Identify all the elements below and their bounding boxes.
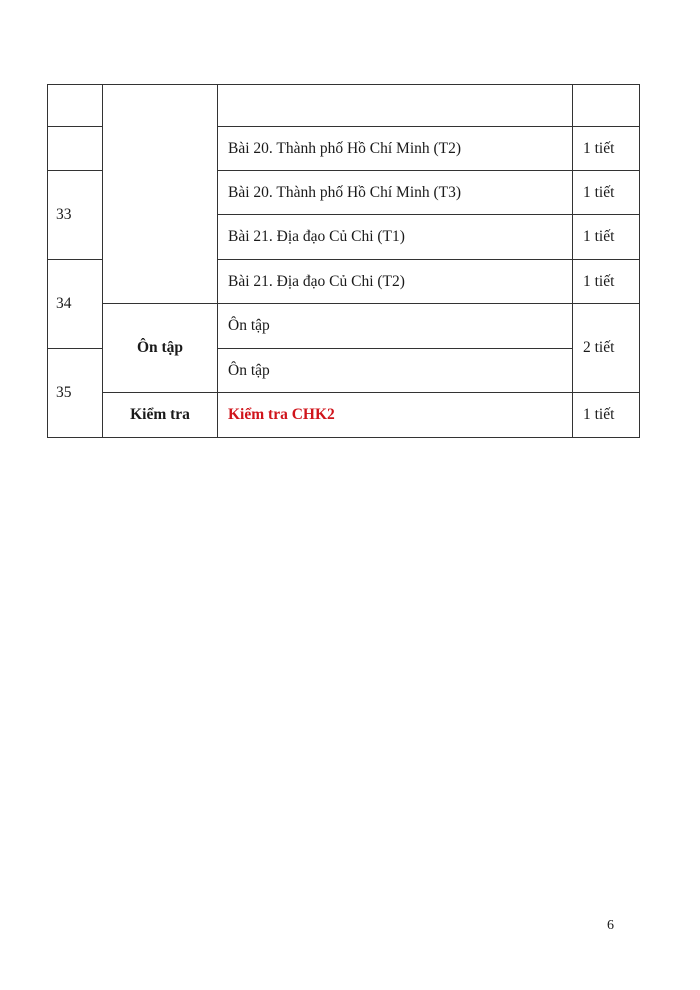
lesson-cell: Ôn tập (218, 304, 573, 349)
week-cell: 33 (48, 171, 103, 260)
lesson-cell: Bài 21. Địa đạo Củ Chi (T1) (218, 215, 573, 260)
topic-review-cell: Ôn tập (103, 304, 218, 393)
table-row (48, 304, 640, 349)
lesson-cell-highlight: Kiểm tra CHK2 (218, 393, 573, 438)
table-row (48, 393, 640, 438)
week-cell: 34 (48, 260, 103, 349)
week-cell: 35 (48, 349, 103, 438)
periods-cell (573, 85, 640, 127)
table-row (48, 85, 640, 127)
topic-cell (103, 85, 218, 304)
lesson-cell: Ôn tập (218, 349, 573, 393)
periods-cell: 1 tiết (573, 260, 640, 304)
week-cell (48, 127, 103, 171)
periods-cell: 1 tiết (573, 393, 640, 438)
periods-cell: 1 tiết (573, 127, 640, 171)
lesson-cell: Bài 21. Địa đạo Củ Chi (T2) (218, 260, 573, 304)
lesson-cell: Bài 20. Thành phố Hồ Chí Minh (T3) (218, 171, 573, 215)
periods-cell: 1 tiết (573, 215, 640, 260)
periods-cell: 1 tiết (573, 171, 640, 215)
lesson-cell: Bài 20. Thành phố Hồ Chí Minh (T2) (218, 127, 573, 171)
week-cell (48, 85, 103, 127)
topic-test-cell: Kiểm tra (103, 393, 218, 438)
page-number: 6 (607, 918, 614, 933)
lesson-cell (218, 85, 573, 127)
lesson-plan-table (47, 84, 640, 438)
periods-cell: 2 tiết (573, 304, 640, 393)
